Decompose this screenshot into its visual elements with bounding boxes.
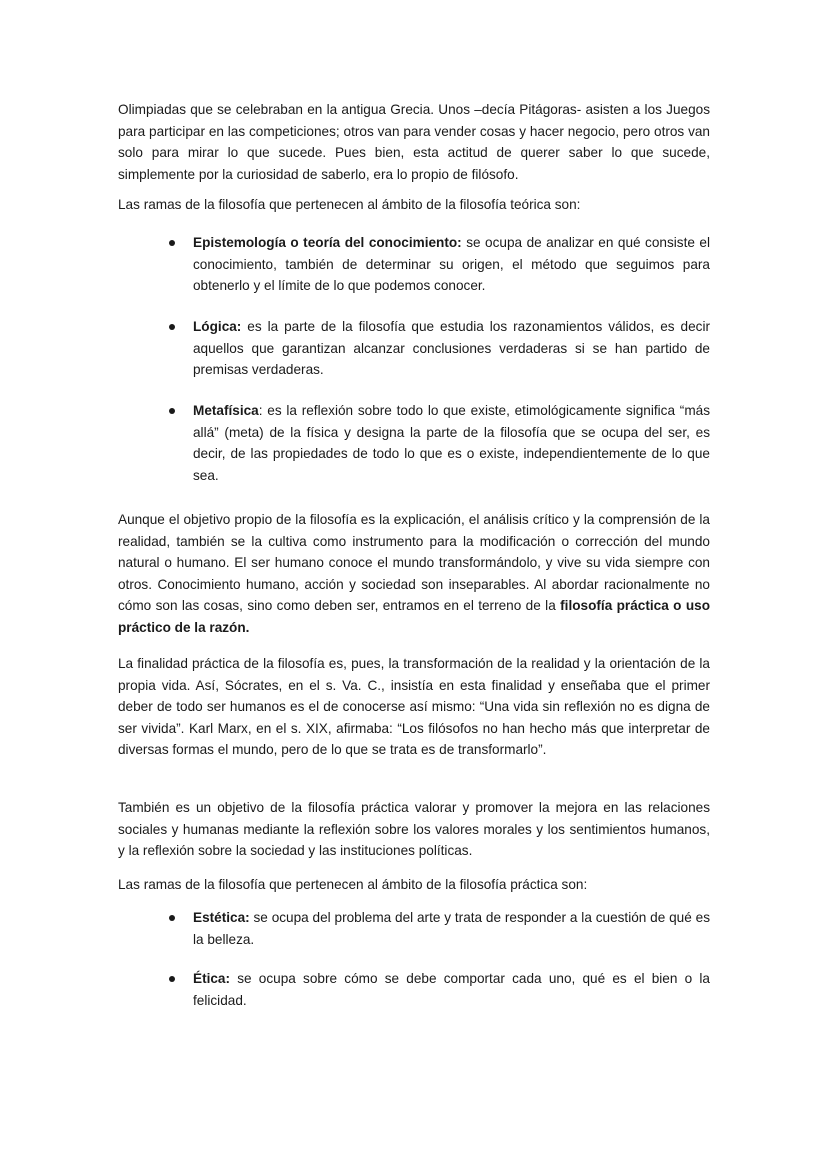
list-item-etica xyxy=(193,968,710,1011)
term: Estética: xyxy=(193,910,250,925)
paragraph-social-objective: También es un objetivo de la filosofía práctica valorar y promover la mejora en las relaciones sociales y humanas mediante la reflexión sobre los valores morales y los sentimientos humanos, y la reflexión sobre la sociedad y las instituciones políticas. xyxy=(118,800,710,859)
paragraph-text: Aunque el objetivo propio de la filosofía es la explicación, el análisis crítico y la comprensión de la realidad, también se la cultiva como instrumento para la modificación o corrección del mundo natural o humano. El ser humano conoce el mundo transformándolo, y vive su vida siempre con otros. Conocimiento humano, acción y sociedad son inseparables. Al abordar racionalmente no cómo son las cosas, sino como deben ser, entramos en el terreno de la xyxy=(118,512,710,614)
bullet-icon xyxy=(169,976,175,982)
list-item-epistemologia xyxy=(193,232,710,297)
definition: es la parte de la filosofía que estudia los razonamientos válidos, es decir aquellos que garantizan alcanzar conclusiones verdaderas si se han partido de premisas verdaderas. xyxy=(193,319,710,378)
definition: se ocupa sobre cómo se debe comportar cada uno, qué es el bien o la felicidad. xyxy=(193,971,710,1008)
bullet-icon xyxy=(169,324,175,330)
term: Metafísica xyxy=(193,403,259,418)
emphasis: filosofía práctica o uso práctico de la razón. xyxy=(118,598,710,635)
definition: : es la reflexión sobre todo lo que existe, etimológicamente significa “más allá” (meta) de la física y designa la parte de la filosofía que se ocupa del ser, es decir, de las propiedades de todo lo que es o existe, independientemente de lo que sea. xyxy=(193,403,710,483)
paragraph-theoretical-intro: Las ramas de la filosofía que pertenecen al ámbito de la filosofía teórica son: xyxy=(118,197,581,212)
bullet-icon xyxy=(169,408,175,414)
bullet-icon xyxy=(169,240,175,246)
definition: se ocupa de analizar en qué consiste el conocimiento, también de determinar su origen, el método que seguimos para obtenerlo y el límite de lo que podemos conocer. xyxy=(193,235,710,294)
definition: se ocupa del problema del arte y trata de responder a la cuestión de qué es la belleza. xyxy=(193,910,710,947)
term: Epistemología o teoría del conocimiento: xyxy=(193,235,462,250)
list-item-metafisica xyxy=(193,400,710,486)
paragraph-practical-purpose: La finalidad práctica de la filosofía es, pues, la transformación de la realidad y la orientación de la propia vida. Así, Sócrates, en el s. Va. C., insistía en esta finalidad y enseñaba que el primer deber de todo ser humanos es el de conocerse así mismo: “Una vida sin reflexión no es digna de ser vivida”. Karl Marx, en el s. XIX, afirmaba: “Los filósofos no han hecho más que interpretar de diversas formas el mundo, pero de lo que se trata es de transformarlo”. xyxy=(118,656,710,758)
paragraph-practical-intro: Las ramas de la filosofía que pertenecen al ámbito de la filosofía práctica son: xyxy=(118,877,588,892)
paragraph-practical-philosophy xyxy=(118,509,710,639)
paragraph-pythagoras: Olimpiadas que se celebraban en la antigua Grecia. Unos –decía Pitágoras- asisten a los Juegos para participar en las competiciones; otros van para vender cosas y hacer negocio, pero otros van solo para mirar lo que sucede. Pues bien, esta actitud de querer saber lo que sucede, simplemente por la curiosidad de saberlo, era lo propio de filósofo. xyxy=(118,102,710,182)
term: Ética: xyxy=(193,971,231,986)
bullet-icon xyxy=(169,915,175,921)
term: Lógica: xyxy=(193,319,242,334)
list-item-estetica xyxy=(193,907,710,950)
list-item-logica xyxy=(193,316,710,381)
